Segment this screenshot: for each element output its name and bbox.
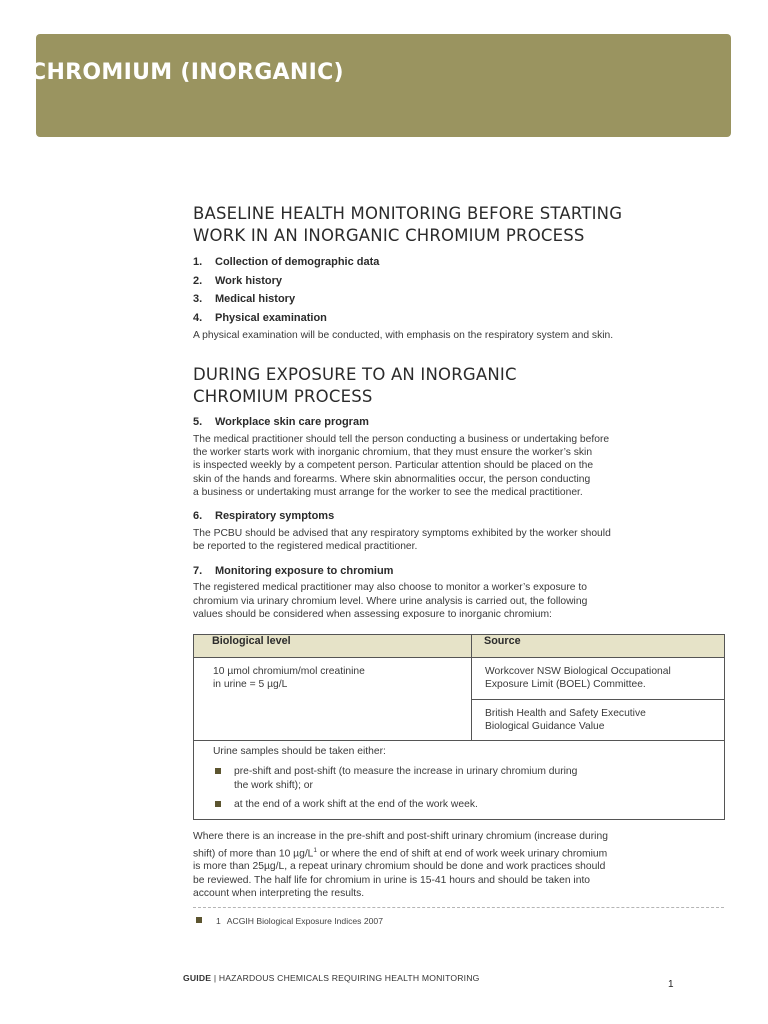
sampling-intro: Urine samples should be taken either: — [213, 746, 386, 758]
sampling-bullets — [213, 765, 713, 811]
table-row — [194, 741, 725, 820]
title-banner — [36, 34, 731, 137]
square-bullet-icon — [215, 768, 221, 774]
list-item: 3. Medical history — [193, 293, 296, 306]
page-title: CHROMIUM (INORGANIC) — [30, 60, 344, 85]
during-heading-line2: CHROMIUM PROCESS — [193, 387, 373, 407]
during-heading-line1: DURING EXPOSURE TO AN INORGANIC — [193, 365, 517, 385]
interpretation-text: Where there is an increase in the pre-shift and post-shift urinary chromium (increase during shift) of more than 10 $\mu g/L^1$ or where the end of shift at end of work week urinary chromium is more than 25µg/L, a repeat urinary chromium should be done and work practices should be reviewed. The half life for chromium in urine is 15-41 hours and should be taken into account when interpreting the results. — [193, 831, 608, 899]
footnote: 1 ACGIH Biological Exposure Indices 2007 — [196, 916, 383, 926]
physical-exam-text: A physical examination will be conducted, with emphasis on the respiratory system and skin. — [193, 329, 614, 341]
monitoring-text: The registered medical practitioner may also choose to monitor a worker’s exposure to chromium via urinary chromium level. Where urine analysis is carried out, the following values should be considered when assessing exposure to inorganic chromium: — [193, 582, 588, 620]
list-item: at the end of a work shift at the end of the work week. — [213, 798, 713, 811]
table-header-row — [194, 635, 725, 658]
table-row — [194, 658, 725, 700]
baseline-heading-line1: BASELINE HEALTH MONITORING BEFORE STARTING — [193, 204, 623, 223]
biological-level-header: Biological level — [194, 635, 472, 658]
page-footer: GUIDE | HAZARDOUS CHEMICALS REQUIRING HEALTH MONITORING — [183, 973, 480, 983]
page-number: 1 — [668, 979, 674, 990]
square-bullet-icon — [215, 801, 221, 807]
baseline-heading-line2: WORK IN AN INORGANIC CHROMIUM PROCESS — [193, 226, 585, 245]
biological-level-table — [193, 634, 725, 820]
source-header: Source — [472, 635, 725, 658]
list-item: pre-shift and post-shift (to measure the increase in urinary chromium during the work shift); or — [213, 765, 713, 792]
list-item: 2. Work history — [193, 274, 283, 287]
skin-care-text: The medical practitioner should tell the person conducting a business or undertaking before the worker starts work with inorganic chromium, that they must ensure the worker’s skin is inspected weekly by a competent person. Particular attention should be placed on the skin of the hands and forearms. Where skin abnormalities occur, the person conducting a business or undertaking must arrange for the worker to see the medical practitioner. — [193, 433, 610, 498]
respiratory-text: The PCBU should be advised that any respiratory symptoms exhibited by the worker should be reported to the registered medical practitioner. — [193, 528, 611, 553]
skin-care-subhead: 5. Workplace skin care program — [193, 416, 369, 429]
footnote-ref[interactable]: 1 — [313, 846, 318, 854]
baseline-heading — [193, 203, 725, 247]
list-item: 4. Physical examination — [193, 312, 327, 325]
footnote-divider — [193, 907, 724, 908]
source-cell: British Health and Safety Executive Biological Guidance Value — [472, 699, 725, 741]
list-item: 1. Collection of demographic data — [193, 256, 380, 268]
respiratory-subhead: 6. Respiratory symptoms — [193, 510, 335, 523]
during-heading — [193, 364, 725, 408]
source-cell: Workcover NSW Biological Occupational Exposure Limit (BOEL) Committee. — [472, 658, 725, 700]
baseline-list — [193, 253, 725, 328]
sampling-notes-cell — [194, 741, 725, 820]
monitoring-subhead: 7. Monitoring exposure to chromium — [193, 564, 394, 577]
biological-level-cell: 10 µmol chromium/mol creatinine in urine = 5 µg/L — [194, 658, 472, 741]
square-bullet-icon — [196, 917, 202, 923]
main-content — [193, 203, 725, 900]
